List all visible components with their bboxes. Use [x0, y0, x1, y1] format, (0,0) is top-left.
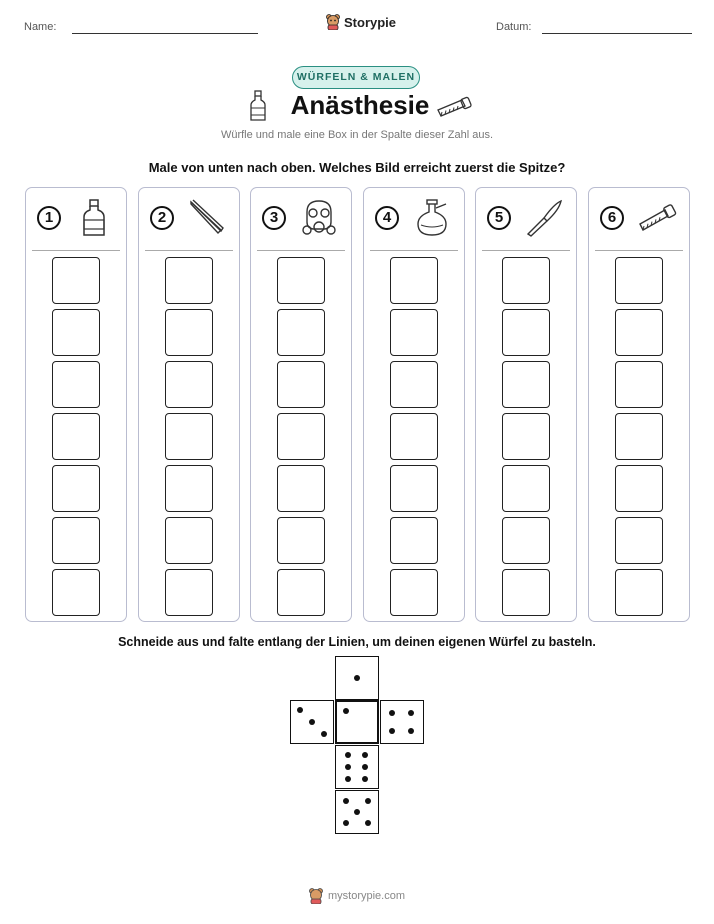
saw-icon	[637, 198, 677, 238]
pip	[343, 820, 349, 826]
paint-box[interactable]	[502, 517, 550, 564]
pip	[354, 675, 360, 681]
gas-mask-icon	[299, 198, 339, 238]
page-subtitle: Würfle und male eine Box in der Spalte dieser Zahl aus.	[220, 129, 494, 141]
paint-box[interactable]	[615, 361, 663, 408]
name-label: Name:	[24, 21, 57, 33]
paint-box[interactable]	[165, 309, 213, 356]
pip	[321, 731, 327, 737]
column-number: 1	[37, 206, 61, 230]
date-line[interactable]	[542, 33, 692, 34]
date-label: Datum:	[496, 21, 532, 33]
dice-net	[290, 656, 426, 836]
paint-box[interactable]	[502, 569, 550, 616]
footer-url[interactable]: mystorypie.com	[327, 890, 406, 902]
paint-box[interactable]	[165, 569, 213, 616]
paint-box[interactable]	[165, 413, 213, 460]
brand-name: Storypie	[344, 14, 397, 30]
column-separator	[145, 250, 233, 251]
pip	[345, 764, 351, 770]
paint-box[interactable]	[52, 517, 100, 564]
column-number: 5	[487, 206, 511, 230]
paint-box[interactable]	[502, 361, 550, 408]
bear-logo-icon	[309, 888, 323, 904]
column-number: 4	[375, 206, 399, 230]
dice-column-3	[250, 187, 352, 622]
category-badge: WÜRFELN & MALEN	[292, 66, 420, 89]
paint-box[interactable]	[615, 413, 663, 460]
paint-box[interactable]	[390, 361, 438, 408]
paint-box[interactable]	[390, 413, 438, 460]
paint-box[interactable]	[277, 413, 325, 460]
bottle-icon	[74, 198, 114, 238]
paint-box[interactable]	[502, 257, 550, 304]
paint-box[interactable]	[615, 309, 663, 356]
page-title: Anästhesie	[290, 90, 430, 120]
paint-box[interactable]	[502, 413, 550, 460]
cutout-instruction: Schneide aus und falte entlang der Linien, um deinen eigenen Würfel zu basteln.	[118, 635, 596, 649]
pip	[408, 728, 414, 734]
dice-face-bottom	[335, 790, 379, 834]
column-separator	[595, 250, 683, 251]
flask-icon	[412, 198, 452, 238]
bear-logo-icon	[326, 14, 340, 30]
paint-box[interactable]	[165, 257, 213, 304]
paint-box[interactable]	[390, 309, 438, 356]
column-separator	[257, 250, 345, 251]
name-line[interactable]	[72, 33, 258, 34]
column-separator	[482, 250, 570, 251]
footer	[0, 888, 714, 904]
pip	[345, 752, 351, 758]
dice-column-6	[588, 187, 690, 622]
pip	[343, 798, 349, 804]
paint-box[interactable]	[277, 309, 325, 356]
pip	[389, 728, 395, 734]
pip	[345, 776, 351, 782]
dice-column-1	[25, 187, 127, 622]
paint-box[interactable]	[615, 517, 663, 564]
dice-column-4	[363, 187, 465, 622]
tweezers-icon	[187, 198, 227, 238]
paint-box[interactable]	[277, 361, 325, 408]
dice-face-right	[380, 700, 424, 744]
paint-box[interactable]	[52, 257, 100, 304]
dice-face-lower	[335, 745, 379, 789]
paint-box[interactable]	[52, 465, 100, 512]
paint-box[interactable]	[615, 257, 663, 304]
pip	[389, 710, 395, 716]
paint-box[interactable]	[52, 569, 100, 616]
paint-box[interactable]	[277, 517, 325, 564]
paint-box[interactable]	[390, 569, 438, 616]
paint-box[interactable]	[615, 569, 663, 616]
pip	[362, 752, 368, 758]
paint-box[interactable]	[277, 257, 325, 304]
dice-column-2	[138, 187, 240, 622]
paint-box[interactable]	[165, 517, 213, 564]
dice-face-left	[290, 700, 334, 744]
pip	[354, 809, 360, 815]
column-number: 6	[600, 206, 624, 230]
saw-icon	[436, 96, 472, 120]
paint-box[interactable]	[52, 309, 100, 356]
scalpel-icon	[524, 198, 564, 238]
pip	[408, 710, 414, 716]
dice-face-center	[335, 700, 379, 744]
pip	[343, 708, 349, 714]
paint-box[interactable]	[165, 361, 213, 408]
pip	[365, 798, 371, 804]
column-separator	[32, 250, 120, 251]
column-separator	[370, 250, 458, 251]
paint-box[interactable]	[390, 517, 438, 564]
pip	[309, 719, 315, 725]
paint-box[interactable]	[390, 257, 438, 304]
paint-box[interactable]	[52, 413, 100, 460]
paint-box[interactable]	[502, 465, 550, 512]
pip	[365, 820, 371, 826]
brand-logo	[326, 14, 396, 30]
paint-box[interactable]	[52, 361, 100, 408]
paint-box[interactable]	[390, 465, 438, 512]
pip	[297, 707, 303, 713]
paint-box[interactable]	[277, 569, 325, 616]
paint-box[interactable]	[615, 465, 663, 512]
paint-box[interactable]	[502, 309, 550, 356]
column-number: 3	[262, 206, 286, 230]
paint-box[interactable]	[277, 465, 325, 512]
dice-face-top	[335, 656, 379, 700]
paint-box[interactable]	[165, 465, 213, 512]
dice-column-5	[475, 187, 577, 622]
pip	[362, 776, 368, 782]
column-number: 2	[150, 206, 174, 230]
pip	[362, 764, 368, 770]
game-instruction: Male von unten nach oben. Welches Bild erreicht zuerst die Spitze?	[148, 160, 566, 175]
